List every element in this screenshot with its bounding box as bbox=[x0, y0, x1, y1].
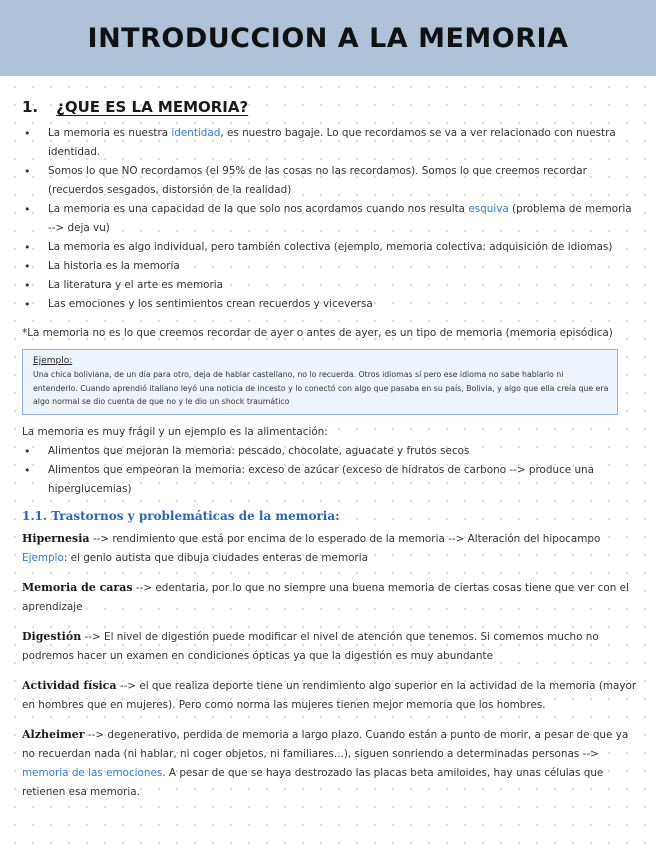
highlight-text: esquiva bbox=[468, 203, 509, 215]
text-run: --> degenerativo, perdida de memoria a largo plazo. Cuando están a punto de morir, a pesar de que ya no recuerdan nada (ni hablar, ni coger objetos, ni familiares...), siguen sonriendo a determinadas personas --> bbox=[22, 728, 629, 760]
note-paragraph: *La memoria no es lo que creemos recordar de ayer o antes de ayer, es un tipo de memoria (memoria episódica) bbox=[22, 327, 613, 339]
section-heading: ¿QUE ES LA MEMORIA? bbox=[56, 98, 249, 116]
example-box bbox=[22, 349, 618, 415]
disorder-term: Alzheimer bbox=[22, 727, 85, 741]
text-run: La memoria es una capacidad de la que solo nos acordamos cuando nos resulta bbox=[48, 203, 469, 215]
text-run: Somos lo que NO recordamos (el 95% de las cosas no las recordamos). Somos lo que creemos recordar (recuerdos sesgados, distorsión de la realidad) bbox=[48, 165, 587, 196]
list-item bbox=[22, 162, 638, 200]
disorder-term: Memoria de caras bbox=[22, 580, 133, 594]
list-item bbox=[22, 200, 638, 238]
disorder-term: Hipernesia bbox=[22, 531, 90, 545]
list-item: • Alimentos que mejoran la memoria: pescado, chocolate, aguacate y frutos secos bbox=[22, 442, 638, 461]
text-run: La memoria es algo individual, pero también colectiva (ejemplo, memoria colectiva: adquisición de idiomas) bbox=[48, 241, 613, 253]
text-run: --> el que realiza deporte tiene un rendimiento algo superior en la actividad de la memoria (mayor en hombres que en mujeres). Pero como norma las mujeres tienen mejor memoria que los hombres. bbox=[22, 679, 637, 711]
text-run: --> edentaria, por lo que no siempre una buena memoria de ciertas cosas tiene que ver con el aprendizaje bbox=[22, 581, 629, 613]
page-title: INTRODUCCION A LA MEMORIA bbox=[87, 22, 569, 54]
disorder-item bbox=[22, 578, 638, 617]
example-text: Una chica boliviana, de un día para otro, deja de hablar castellano, no lo recuerda. Otros idiomas sí pero ese idioma no sabe hablarlo ni entenderlo. Cuando aprendió italiano leyó una noticia de incesto y lo conectó con algo que pasaba en su país, Bolivia, y algo que ella creía que era algo normal se dio cuenta de que no y le dio un shock traumático bbox=[33, 370, 609, 406]
text-run: La memoria es nuestra bbox=[48, 127, 172, 139]
section-number: 1. bbox=[22, 98, 39, 116]
list-item bbox=[22, 238, 638, 257]
disorder-term: Digestión bbox=[22, 629, 82, 643]
memory-bullet-list bbox=[22, 124, 638, 314]
disorder-list bbox=[22, 529, 638, 802]
text-run: Las emociones y los sentimientos crean recuerdos y viceversa bbox=[48, 298, 373, 310]
highlight-text: memoria de las emociones bbox=[22, 766, 163, 779]
text-run: : el genio autista que dibuja ciudades enteras de memoria bbox=[63, 551, 368, 564]
subsection-title: 1.1. Trastornos y problemáticas de la memoria: bbox=[22, 508, 340, 523]
food-bullet-list bbox=[22, 442, 638, 499]
section-title bbox=[22, 98, 638, 116]
page-header bbox=[0, 0, 656, 76]
text-run: La historia es la memoria bbox=[48, 260, 180, 272]
highlight-text: Ejemplo bbox=[22, 551, 64, 564]
list-item: • Alimentos que empeoran la memoria: exceso de azúcar (exceso de hidratos de carbono --> produce una hiperglucemias) bbox=[22, 461, 638, 499]
document-body bbox=[22, 98, 638, 812]
list-item bbox=[22, 295, 638, 314]
disorder-item bbox=[22, 529, 638, 568]
list-item bbox=[22, 124, 638, 162]
disorder-item bbox=[22, 676, 638, 715]
example-label: Ejemplo: bbox=[33, 356, 73, 366]
disorder-term: Actividad física bbox=[22, 678, 117, 692]
list-item bbox=[22, 257, 638, 276]
list-item bbox=[22, 276, 638, 295]
fragile-paragraph: La memoria es muy frágil y un ejemplo es la alimentación: bbox=[22, 425, 328, 438]
text-run: . A pesar de que se haya destrozado las placas beta amiloides, hay unas células que retienen esa memoria. bbox=[22, 766, 604, 798]
highlight-text: identidad bbox=[171, 127, 221, 139]
text-run: (problema de memoria --> deja vu) bbox=[48, 203, 632, 234]
disorder-item bbox=[22, 627, 638, 666]
text-run: , es nuestro bagaje. Lo que recordamos se va a ver relacionado con nuestra identidad. bbox=[48, 127, 616, 158]
disorder-item bbox=[22, 725, 638, 802]
text-run: La literatura y el arte es memoria bbox=[48, 279, 224, 291]
text-run: --> El nivel de digestión puede modificar el nivel de atención que tenemos. Si comemos mucho no podremos hacer un examen en condiciones ópticas ya que la digestión es muy abundante bbox=[22, 630, 599, 662]
text-run: --> rendimiento que está por encima de lo esperado de la memoria --> Alteración del hipocampo bbox=[89, 532, 601, 545]
